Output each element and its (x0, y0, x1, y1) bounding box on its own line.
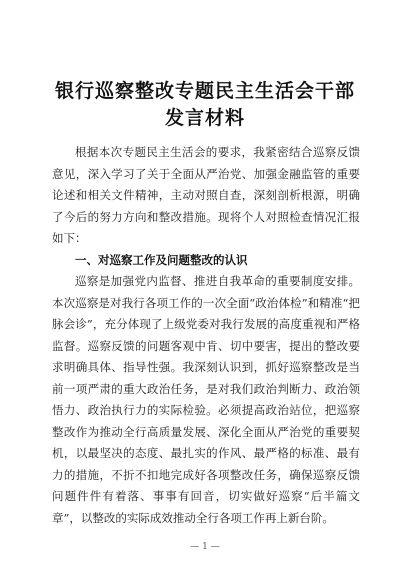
section-heading: 一、对巡察工作及问题整改的认识 (75, 252, 248, 267)
document-title: 银行巡察整改专题民主生活会干部发言材料 (54, 80, 355, 129)
document-body (52, 142, 360, 529)
section-paragraph: 巡察是加强党内监督、推进自我革命的重要制度安排。本次巡察是对我行各项工作的一次全面“政治体检”和精准“把脉会诊”，充分体现了上级党委对我行发展的高度重视和严格监督。巡察反馈的问题客观中肯、切中要害，提出的整改要求明确具体、指导性强。我深刻认识到，抓好巡察整改是当前一项严肃的重大政治任务，是对我们政治判断力、政治领悟力、政治执行力的实际检验。必须提高政治站位，把巡察整改作为推动全行高质量发展、深化全面从严治党的重要契机，以最坚决的态度、最扎实的作风、最严格的标准、最有力的措施，不折不扣地完成好各项整改任务，确保巡察反馈问题件件有着落、事事有回音，切实做好巡察“后半篇文章”，以整改的实际成效推动全行各项工作再上新台阶。 (52, 274, 360, 525)
page-number: — 1 — (190, 542, 220, 552)
intro-paragraph: 根据本次专题民主生活会的要求，我紧密结合巡察反馈意见，深入学习了关于全面从严治党、加强金融监管的重要论述和相关文件精神，主动对照自查，深刻剖析根源，明确了今后的努力方向和整改措施。现将个人对照检查情况汇报如下： (52, 145, 360, 245)
